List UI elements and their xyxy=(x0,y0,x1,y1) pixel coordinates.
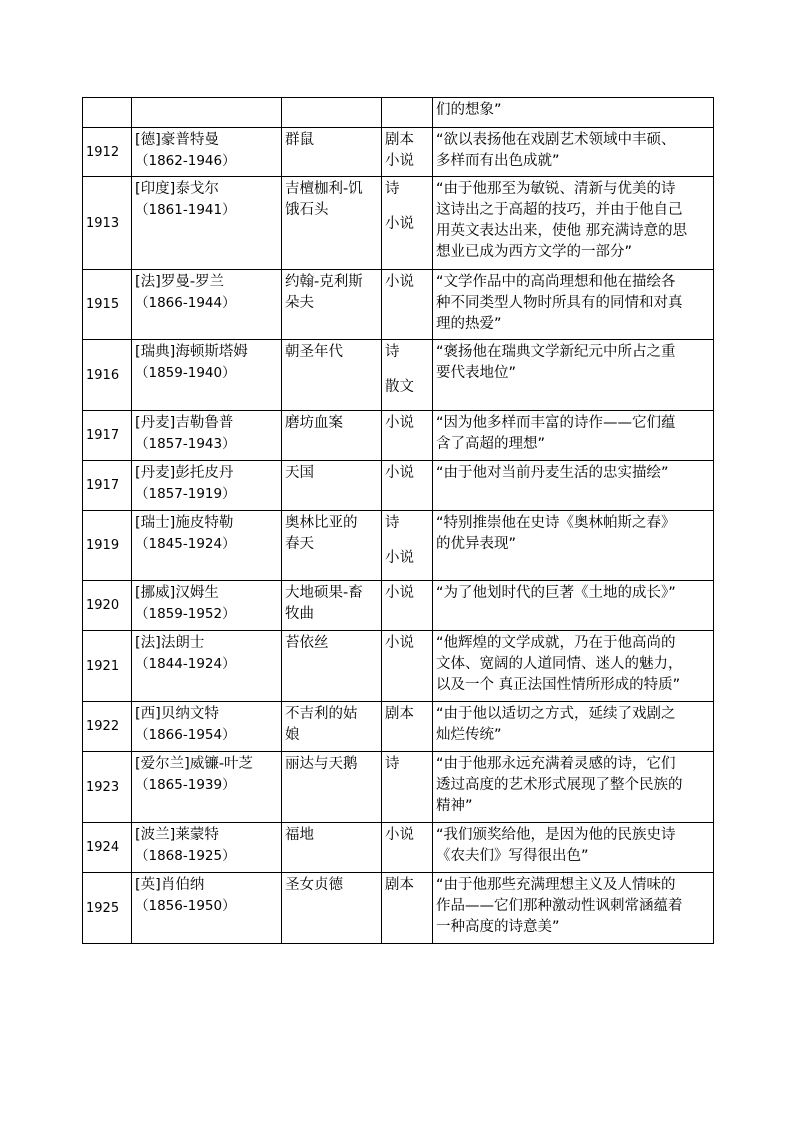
reason-line: 以及一个 真正法国性情所形成的特质” xyxy=(436,677,681,693)
reason-line: “欲以表扬他在戏剧艺术领域中丰硕、 xyxy=(436,132,676,148)
reason-line: “由于他那永远充满着灵感的诗，它们 xyxy=(436,756,676,772)
work-cell xyxy=(282,461,382,511)
work-line: 春天 xyxy=(285,536,314,552)
year-cell: 1913 xyxy=(83,177,132,270)
author-line: （1861-1941） xyxy=(135,202,236,218)
genre-line: 小说 xyxy=(385,415,414,431)
reason-line: “因为他多样而丰富的诗作——它们蕴 xyxy=(436,415,676,431)
reason-cell xyxy=(433,128,714,177)
reason-line: “由于他那些充满理想主义及人情味的 xyxy=(436,877,676,893)
reason-line: “特别推崇他在史诗《奥林帕斯之春》 xyxy=(436,515,676,531)
line-gap xyxy=(385,534,430,548)
reason-line: 种不同类型人物时所具有的同情和对真 xyxy=(436,295,683,311)
reason-line: 作品——它们那种激动性讽刺常涵蕴着 xyxy=(436,898,683,914)
reason-line: “他辉煌的文学成就，乃在于他高尚的 xyxy=(436,635,676,651)
year-cell: 1923 xyxy=(83,752,132,823)
author-cell xyxy=(132,177,282,270)
genre-line: 小说 xyxy=(385,465,414,481)
author-line: （1844-1924） xyxy=(135,656,236,672)
work-line: 牧曲 xyxy=(285,606,314,622)
line-gap xyxy=(385,363,430,377)
reason-line: 含了高超的理想” xyxy=(436,436,546,452)
author-line: [法]罗曼-罗兰 xyxy=(135,274,225,290)
work-line: 圣女贞德 xyxy=(285,877,343,893)
work-line: 奥林比亚的 xyxy=(285,515,358,531)
genre-cell xyxy=(382,98,433,128)
work-cell xyxy=(282,702,382,752)
table-row xyxy=(83,98,714,128)
genre-cell xyxy=(382,873,433,944)
genre-cell xyxy=(382,177,433,270)
year-cell: 1915 xyxy=(83,270,132,340)
reason-line: 理的热爱” xyxy=(436,316,502,332)
author-cell xyxy=(132,411,282,461)
reason-cell xyxy=(433,411,714,461)
author-line: （1866-1944） xyxy=(135,295,236,311)
genre-cell xyxy=(382,340,433,411)
genre-cell xyxy=(382,631,433,702)
genre-line: 小说 xyxy=(385,585,414,601)
genre-cell xyxy=(382,411,433,461)
work-line: 约翰-克利斯 xyxy=(285,274,363,290)
author-cell xyxy=(132,702,282,752)
reason-line: “由于他那至为敏锐、清新与优美的诗 xyxy=(436,181,676,197)
table-row xyxy=(83,461,714,511)
genre-cell xyxy=(382,752,433,823)
author-line: [丹麦]吉勒鲁普 xyxy=(135,415,234,431)
genre-cell xyxy=(382,270,433,340)
work-cell xyxy=(282,581,382,631)
table-row xyxy=(83,511,714,581)
genre-line: 诗 xyxy=(385,756,400,772)
author-cell xyxy=(132,581,282,631)
author-cell xyxy=(132,511,282,581)
work-cell xyxy=(282,270,382,340)
year-cell: 1921 xyxy=(83,631,132,702)
author-cell xyxy=(132,752,282,823)
author-line: （1859-1952） xyxy=(135,606,236,622)
work-cell xyxy=(282,411,382,461)
reason-cell xyxy=(433,631,714,702)
work-cell xyxy=(282,752,382,823)
work-line: 娘 xyxy=(285,727,300,743)
work-cell xyxy=(282,128,382,177)
genre-line: 剧本 xyxy=(385,706,414,722)
work-line: 磨坊血案 xyxy=(285,415,343,431)
year-cell: 1924 xyxy=(83,823,132,873)
reason-cell xyxy=(433,823,714,873)
reason-line: 文体、宽阔的人道同情、迷人的魅力， xyxy=(436,656,683,672)
table-row xyxy=(83,702,714,752)
author-line: [英]肖伯纳 xyxy=(135,877,205,893)
work-cell xyxy=(282,873,382,944)
author-line: （1857-1919） xyxy=(135,486,236,502)
reason-line: 们的想象” xyxy=(436,102,502,118)
reason-line: 想业已成为西方文学的一部分” xyxy=(436,244,633,260)
table-row xyxy=(83,631,714,702)
year-cell: 1925 xyxy=(83,873,132,944)
genre-line: 散文 xyxy=(385,379,414,395)
author-line: [印度]泰戈尔 xyxy=(135,181,219,197)
work-line: 大地硕果-畜 xyxy=(285,585,363,601)
work-cell xyxy=(282,823,382,873)
table-row xyxy=(83,873,714,944)
author-line: （1857-1943） xyxy=(135,436,236,452)
reason-line: 用英文表达出来，使他 那充满诗意的思 xyxy=(436,223,688,239)
author-line: [瑞士]施皮特勒 xyxy=(135,515,234,531)
reason-line: 一种高度的诗意美” xyxy=(436,919,560,935)
genre-line: 小说 xyxy=(385,153,414,169)
reason-cell xyxy=(433,511,714,581)
work-cell xyxy=(282,177,382,270)
reason-line: 的优异表现” xyxy=(436,536,517,552)
author-cell xyxy=(132,461,282,511)
genre-cell xyxy=(382,823,433,873)
year-cell xyxy=(83,98,132,128)
genre-line: 诗 xyxy=(385,344,400,360)
reason-line: 要代表地位” xyxy=(436,365,517,381)
genre-line: 小说 xyxy=(385,274,414,290)
genre-cell xyxy=(382,581,433,631)
author-line: [西]贝纳文特 xyxy=(135,706,219,722)
line-gap xyxy=(385,200,430,214)
reason-cell xyxy=(433,752,714,823)
work-cell xyxy=(282,631,382,702)
work-line: 丽达与天鹅 xyxy=(285,756,358,772)
table-body xyxy=(83,98,714,944)
genre-line: 小说 xyxy=(385,216,414,232)
author-line: [德]豪普特曼 xyxy=(135,132,219,148)
work-line: 苔依丝 xyxy=(285,635,329,651)
table-row xyxy=(83,411,714,461)
author-line: [法]法朗士 xyxy=(135,635,205,651)
work-cell xyxy=(282,511,382,581)
author-line: [挪威]汉姆生 xyxy=(135,585,219,601)
author-cell xyxy=(132,340,282,411)
author-line: （1856-1950） xyxy=(135,898,236,914)
reason-cell xyxy=(433,177,714,270)
nobel-literature-table xyxy=(82,97,714,944)
reason-cell xyxy=(433,873,714,944)
author-line: （1866-1954） xyxy=(135,727,236,743)
reason-line: 《农夫们》写得很出色” xyxy=(436,848,589,864)
genre-cell xyxy=(382,511,433,581)
author-line: [瑞典]海顿斯塔姆 xyxy=(135,344,248,360)
reason-line: “由于他对当前丹麦生活的忠实描绘” xyxy=(436,465,669,481)
year-cell: 1917 xyxy=(83,461,132,511)
year-cell: 1922 xyxy=(83,702,132,752)
work-line: 朝圣年代 xyxy=(285,344,343,360)
work-line: 不吉利的姑 xyxy=(285,706,358,722)
genre-line: 剧本 xyxy=(385,877,414,893)
reason-cell xyxy=(433,581,714,631)
author-cell xyxy=(132,270,282,340)
table-row xyxy=(83,128,714,177)
reason-line: 这诗出之于高超的技巧，并由于他自己 xyxy=(436,202,683,218)
year-cell: 1916 xyxy=(83,340,132,411)
reason-line: “文学作品中的高尚理想和他在描绘各 xyxy=(436,274,676,290)
work-line: 朵夫 xyxy=(285,295,314,311)
work-line: 吉檀枷利-饥 xyxy=(285,181,363,197)
genre-cell xyxy=(382,461,433,511)
reason-line: “为了他划时代的巨著《土地的成长》” xyxy=(436,585,676,601)
genre-line: 小说 xyxy=(385,827,414,843)
author-line: [波兰]莱蒙特 xyxy=(135,827,219,843)
year-cell: 1920 xyxy=(83,581,132,631)
work-line: 福地 xyxy=(285,827,314,843)
work-line: 天国 xyxy=(285,465,314,481)
author-line: （1868-1925） xyxy=(135,848,236,864)
reason-cell xyxy=(433,98,714,128)
author-cell xyxy=(132,128,282,177)
work-line: 群鼠 xyxy=(285,132,314,148)
author-cell xyxy=(132,631,282,702)
table-row xyxy=(83,270,714,340)
reason-cell xyxy=(433,702,714,752)
author-cell xyxy=(132,823,282,873)
table-row xyxy=(83,177,714,270)
reason-cell xyxy=(433,340,714,411)
table-row xyxy=(83,752,714,823)
reason-cell xyxy=(433,270,714,340)
reason-line: 透过高度的艺术形式展现了整个民族的 xyxy=(436,777,683,793)
work-line: 饿石头 xyxy=(285,202,329,218)
reason-cell xyxy=(433,461,714,511)
table-row xyxy=(83,823,714,873)
author-line: [爱尔兰]威镰-叶芝 xyxy=(135,756,254,772)
genre-cell xyxy=(382,128,433,177)
genre-line: 诗 xyxy=(385,515,400,531)
year-cell: 1917 xyxy=(83,411,132,461)
genre-line: 剧本 xyxy=(385,132,414,148)
table-row xyxy=(83,581,714,631)
work-cell xyxy=(282,340,382,411)
author-line: [丹麦]彭托皮丹 xyxy=(135,465,234,481)
author-line: （1845-1924） xyxy=(135,536,236,552)
work-cell xyxy=(282,98,382,128)
author-line: （1862-1946） xyxy=(135,153,236,169)
table-row xyxy=(83,340,714,411)
author-cell xyxy=(132,873,282,944)
reason-line: “我们颁奖给他，是因为他的民族史诗 xyxy=(436,827,676,843)
year-cell: 1912 xyxy=(83,128,132,177)
reason-line: “由于他以适切之方式，延续了戏剧之 xyxy=(436,706,676,722)
author-line: （1859-1940） xyxy=(135,365,236,381)
genre-line: 诗 xyxy=(385,181,400,197)
genre-cell xyxy=(382,702,433,752)
reason-line: 灿烂传统” xyxy=(436,727,502,743)
reason-line: 精神” xyxy=(436,798,473,814)
year-cell: 1919 xyxy=(83,511,132,581)
author-cell xyxy=(132,98,282,128)
author-line: （1865-1939） xyxy=(135,777,236,793)
reason-line: 多样而有出色成就” xyxy=(436,153,560,169)
genre-line: 小说 xyxy=(385,550,414,566)
reason-line: “褒扬他在瑞典文学新纪元中所占之重 xyxy=(436,344,676,360)
genre-line: 小说 xyxy=(385,635,414,651)
